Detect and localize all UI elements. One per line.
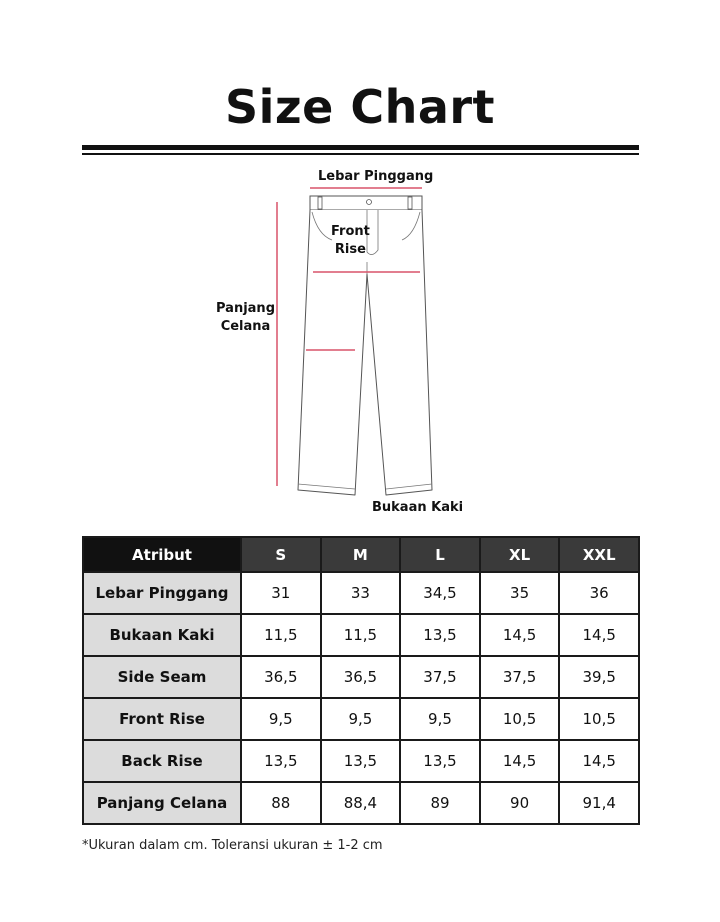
cell-value: 88 [241, 782, 321, 824]
row-attribute: Panjang Celana [83, 782, 241, 824]
cell-value: 10,5 [480, 698, 560, 740]
header-size-l: L [400, 537, 480, 572]
cell-value: 13,5 [321, 740, 401, 782]
cell-value: 14,5 [559, 740, 639, 782]
page-title: Size Chart [224, 80, 496, 134]
cell-value: 11,5 [241, 614, 321, 656]
row-attribute: Front Rise [83, 698, 241, 740]
cell-value: 9,5 [400, 698, 480, 740]
header-size-s: S [241, 537, 321, 572]
hem-label: Bukaan Kaki [372, 500, 464, 515]
cell-value: 9,5 [321, 698, 401, 740]
length-label-line2: Celana [220, 319, 271, 334]
cell-value: 37,5 [480, 656, 560, 698]
header-size-m: M [321, 537, 401, 572]
cell-value: 13,5 [241, 740, 321, 782]
length-label-line1: Panjang [216, 301, 275, 316]
cell-value: 39,5 [559, 656, 639, 698]
cell-value: 14,5 [480, 614, 560, 656]
waistband-outline [310, 196, 422, 210]
row-attribute: Lebar Pinggang [83, 572, 241, 614]
cell-value: 91,4 [559, 782, 639, 824]
row-attribute: Bukaan Kaki [83, 614, 241, 656]
cell-value: 88,4 [321, 782, 401, 824]
cell-value: 13,5 [400, 614, 480, 656]
front-rise-label-line1: Front [331, 224, 370, 239]
header-size-xl: XL [480, 537, 560, 572]
cell-value: 34,5 [400, 572, 480, 614]
cell-value: 14,5 [559, 614, 639, 656]
cell-value: 11,5 [321, 614, 401, 656]
waist-label: Lebar Pinggang [318, 169, 434, 184]
size-table [82, 536, 640, 825]
cell-value: 37,5 [400, 656, 480, 698]
cell-value: 36 [559, 572, 639, 614]
row-attribute: Back Rise [83, 740, 241, 782]
cell-value: 36,5 [321, 656, 401, 698]
header-size-xxl: XXL [559, 537, 639, 572]
table-row [83, 698, 639, 740]
cell-value: 36,5 [241, 656, 321, 698]
cell-value: 31 [241, 572, 321, 614]
table-row [83, 740, 639, 782]
table-row [83, 656, 639, 698]
front-rise-label-line2: Rise [334, 242, 366, 257]
table-row [83, 614, 639, 656]
cell-value: 89 [400, 782, 480, 824]
length-label [216, 300, 275, 336]
table-row [83, 572, 639, 614]
front-rise-label [331, 223, 370, 259]
cell-value: 33 [321, 572, 401, 614]
cell-value: 90 [480, 782, 560, 824]
tolerance-note: *Ukuran dalam cm. Toleransi ukuran ± 1-2 cm [82, 838, 383, 853]
header-attribute: Atribut [83, 537, 241, 572]
cell-value: 13,5 [400, 740, 480, 782]
cell-value: 9,5 [241, 698, 321, 740]
row-attribute: Side Seam [83, 656, 241, 698]
cell-value: 10,5 [559, 698, 639, 740]
table-row [83, 782, 639, 824]
cell-value: 35 [480, 572, 560, 614]
cell-value: 14,5 [480, 740, 560, 782]
table-header-row [83, 537, 639, 572]
